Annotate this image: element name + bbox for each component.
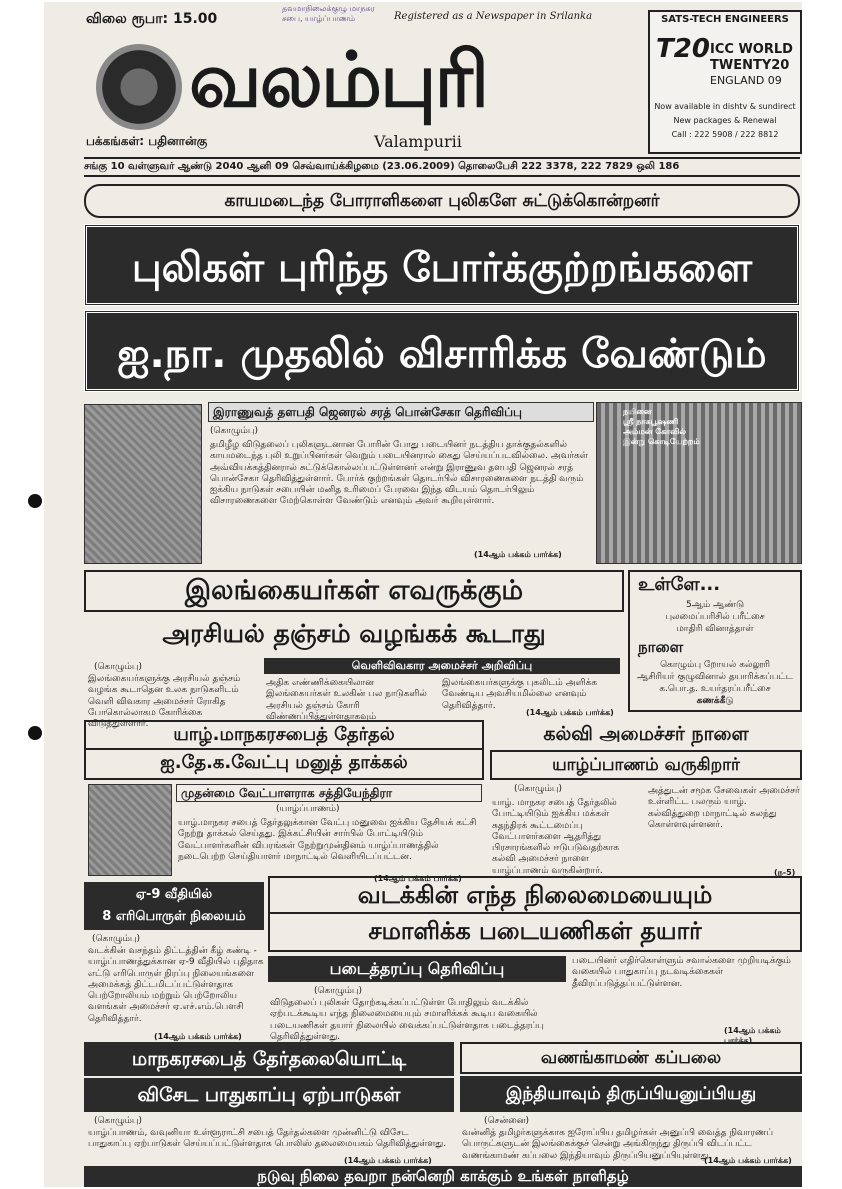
story5-headline xyxy=(84,882,264,930)
story2-headline-2: அரசியல் தஞ்சம் வழங்கக் கூடாது xyxy=(162,619,546,648)
price: விலை ரூபா: 15.00 xyxy=(86,11,218,27)
story5-headline-1: ஏ-9 வீதியில் xyxy=(135,887,213,902)
story5-body: வடக்கின் வசந்தம் திட்டத்தின் கீழ் கண்டி - யாழ்ப்பாணத்துக்கான ஏ-9 வீதியில் புதிதாக எட்டு எரிபொருள் நிரப்பு நிலையங்களை அமைக்கத் திட்டமிடப்பட்டுள்ளதாக பெற்றோலியம் மற்றும் பெற்றோலிய வளங்கள் அமைச்சர் ஏ.எச்.எம்.பௌசி தெரிவித்தார். xyxy=(88,946,264,1024)
story6-subheadline: படைத்தரப்பு தெரிவிப்பு xyxy=(268,956,566,982)
newspaper-title: வலம்புரி xyxy=(189,35,488,124)
story3-jump: (14ஆம் பக்கம் பார்க்க) xyxy=(374,874,462,883)
ad-line4: Now available in dishtv & sundirect xyxy=(654,102,796,111)
ad-line5: New packages & Renewal xyxy=(673,116,777,125)
story2-body-left: இலங்கையர்களுக்கு அரசியல் தஞ்சம் வழங்க கூடாதென உலக நாடுகளிடம் வெளி விவகார அமைச்சர் ரோகித போகொல்லாகம கோரிக்கை விடுத்துள்ளார். xyxy=(88,674,241,729)
conch-logo xyxy=(96,44,182,130)
candidate-photo xyxy=(88,784,172,876)
temple-caption-3: அம்மன் கோவில் xyxy=(623,427,687,436)
story5-dateline: (கொழும்பு) xyxy=(92,934,141,944)
story2-body-right: இலங்கையர்களுக்கு புகலிடம் அளிக்க வேண்டிய அவசியமில்லை எனவும் தெரிவித்தார். xyxy=(442,678,598,711)
inside-item-3: மாதிரி வினாத்தாள் xyxy=(676,624,754,634)
story7-dateline: (கொழும்பு) xyxy=(94,1116,143,1126)
newspaper-title-english: Valampurii xyxy=(374,132,462,151)
story4-headline-1: கல்வி அமைச்சர் நாளை xyxy=(543,723,749,745)
story2-subheadline: வெளிவிவகார அமைச்சர் அறிவிப்பு xyxy=(264,658,620,674)
story4-jump: (ந-5) xyxy=(774,868,796,877)
story4-body-2: அத்துடன் சமூக சேவைகள் அமைச்சர் உள்ளிட்ட பலரும் யாழ். கல்வித்துறை மாநாட்டில் கலந்து கொள்ளவுள்ளனர். xyxy=(648,786,800,830)
story7-body: யாழ்ப்பாணம், வவுனியா உள்ளூராட்சி சபைத் தேர்தல்களை முன்னிட்டு விசேட பாதுகாப்பு ஏற்பாடுகள் செய்யப்பட்டுள்ளதாக பொலிஸ் தலைமையகம் தெரிவித்துள்ளது. xyxy=(88,1128,447,1150)
lead-headline-1: புலிகள் புரிந்த போர்க்குற்றங்களை xyxy=(84,224,800,306)
story2-jump: (14ஆம் பக்கம் பார்க்க) xyxy=(526,708,614,717)
inside-item-1: 5ஆம் ஆண்டு xyxy=(685,600,745,610)
story2-headline-1: இலங்கையர்கள் எவருக்கும் xyxy=(84,570,624,612)
story8-jump: (14ஆம் பக்கம் பார்க்க) xyxy=(704,1156,792,1165)
tomorrow-line-3: க.பொ.த. உயர்தரப்பரீட்சை xyxy=(659,684,771,694)
dateline: சங்கு 10 வள்ளுவர் ஆண்டு 2040 ஆனி 09 செவ்வாய்க்கிழமை (23.06.2009) தொலைபேசி 222 3378, 222 7829 ஒலி 186 xyxy=(84,157,800,177)
story7-headline-1: மாநகரசபைத் தேர்தலையொட்டி xyxy=(84,1042,454,1076)
ad-line2: TWENTY20 xyxy=(710,58,790,73)
tomorrow-title: நாளை xyxy=(638,638,684,656)
ad-line3: ENGLAND 09 xyxy=(710,74,782,87)
tomorrow-line-4: கணக்கீடு xyxy=(696,696,734,706)
registered-note: Registered as a Newspaper in Srilanka xyxy=(394,11,593,22)
story6-dateline: (கொழும்பு) xyxy=(314,986,363,996)
general-photo xyxy=(84,404,202,564)
inside-box xyxy=(628,570,802,712)
lead-jump: (14ஆம் பக்கம் பார்க்க) xyxy=(474,550,562,559)
ad-header: SATS-TECH ENGINEERS xyxy=(661,14,789,25)
inside-item-2: புலமைப்பரிசில் பரீட்சை xyxy=(665,612,765,622)
story8-body: வன்னித் தமிழர்களுக்காக ஐரோப்பிய தமிழர்கள் அனுப்பி வைத்த நிவாரணப் பொருட்களுடன் இலங்கைக்குச் சென்று அங்கிருந்து திருப்பி விடப்பட்ட வணங்காமண் கப்பலை இந்தியாவும் திருப்பியனுப்பியுள்ளது. xyxy=(462,1128,774,1161)
ad-line1: ICC WORLD xyxy=(710,42,793,57)
story6-headline-2: சமாளிக்க படையணிகள் தயார் xyxy=(268,914,802,952)
story3-headline-2: ஐ.தே.க.வேட்பு மனுத் தாக்கல் xyxy=(84,750,484,780)
ad-line6: Call : 222 5908 / 222 8812 xyxy=(671,130,779,139)
temple-photo xyxy=(596,402,802,564)
story5-jump: (14ஆம் பக்கம் பார்க்க) xyxy=(154,1032,242,1041)
lead-body: தமிழீழ விடுதலைப் புலிகளுடனான போரின் போது படையினர் நடத்திய தாக்குதல்களில் காயமடைந்த புலி உறுப்பினர்கள் வெறும் படையினரால் கைது செய்யப்படவில்லை. அவர்கள் அவ்வியக்கத்தினரால் சுட்டுக்கொல்லப்பட்டுள்ளனர் என்று இராணுவ தளபதி ஜெனரல் சரத் பொன்சேகா தெரிவித்துள்ளார். போர்க் குற்றங்கள் தொடர்பில் விசாரணைகளை நடத்தி வரும் ஐக்கிய நாடுகள் சபையின் மனித உரிமைப் பேரவை இந்த விடயம் தொடர்பிலும் விசாரணைகளை மேற்கொள்ள வேண்டும் எனவும் அவர் கூறியுள்ளார். xyxy=(210,440,588,507)
newspaper-page xyxy=(44,2,802,1187)
story3-subheadline: முதன்மை வேட்பாளராக சத்தியேந்திரா xyxy=(176,784,482,802)
tomorrow-line-2: ஆசிரியர் குழுவினால் தயாரிக்கப்பட்ட xyxy=(637,672,793,682)
story3-body: யாழ்.மாநகர சபைத் தேர்தலுக்கான வேட்பு மனுவை ஐக்கிய தேசியக் கட்சி நேற்று தாக்கல் செய்தது. இக்கட்சியின் சார்பில் போட்டியிடும் வேட்பாளர்களின் விபரங்கள் நேற்றுமுன்தினம் யாழ்ப்பாணத்தில் நடைபெற்ற செய்தியாளர் மாநாட்டில் வெளியிடப்பட்டன. xyxy=(178,818,477,862)
temple-caption-4: இன்று கொடியேற்றம் xyxy=(623,437,700,446)
story3-dateline: (யாழ்ப்பாணம்) xyxy=(276,804,340,814)
story8-headline-1: வணங்காமண் கப்பலை xyxy=(460,1042,802,1074)
story4-body: யாழ். மாநகர சபைத் தேர்தலில் போட்டியிடும் ஐக்கிய மக்கள் சுதந்திரக் கூட்டமைப்பு வேட்பாளர்களை ஆதரித்து பிரசாரங்களில் ஈடுபடுவதற்காக கல்வி அமைச்சர் நாளை யாழ்ப்பாணம் வருகின்றார். xyxy=(492,798,620,876)
temple-caption-2: ஸ்ரீ நாகபூஷணி xyxy=(623,417,679,426)
lead-dateline: (கொழும்பு) xyxy=(210,426,259,436)
story2-dateline: (கொழும்பு) xyxy=(94,662,143,672)
story7-jump: (14ஆம் பக்கம் பார்க்க) xyxy=(344,1156,432,1165)
story8-dateline: (சென்னை) xyxy=(484,1116,529,1126)
punch-hole-bottom xyxy=(28,726,42,740)
story6-headline-1: வடக்கின் எந்த நிலைமையையும் xyxy=(268,876,802,914)
footer-slogan: நடுவு நிலை தவறா நன்னெறி காக்கும் உங்கள் நாளிதழ் xyxy=(84,1166,802,1187)
story6-body-2: படையினர் எதிர்கொள்ளும் சவால்களை முறியடிக்கும் வகையில் பாதுகாப்பு நடவடிக்கைகள் தீவிரப்படுத்தப்பட்டுள்ளன. xyxy=(572,956,791,989)
inside-title: உள்ளே... xyxy=(638,574,721,595)
story6-body: விடுதலைப் புலிகள் தோற்கடிக்கப்பட்டுள்ள போதிலும் வடக்கில் ஏற்படக்கூடிய எந்த நிலைமையையும் சமாளிக்கக் கூடிய வகையில் படையணிகள் தயார் நிலையில் வைக்கப்பட்டுள்ளதாக படைத்தரப்பு தெரிவித்துள்ளது. xyxy=(270,998,544,1042)
t20-logo: T20 xyxy=(656,34,710,64)
lead-kicker: காயமடைந்த போராளிகளை புலிகளே சுட்டுக்கொன்றனர் xyxy=(84,184,800,218)
punch-hole-top xyxy=(28,494,42,508)
story7-headline-2: விசேட பாதுகாப்பு ஏற்பாடுகள் xyxy=(84,1078,454,1112)
story3-headline-1: யாழ்.மாநகரசபைத் தேர்தல் xyxy=(84,720,484,750)
temple-caption-1: நயினை xyxy=(623,407,652,416)
story8-headline-2: இந்தியாவும் திருப்பியனுப்பியது xyxy=(460,1076,802,1112)
tomorrow-line-1: கொழும்பு றோயல் கல்லூரி xyxy=(660,660,770,670)
stamp: தவமாநிலைக்குழு மாநகர சபை, யாழ்ப்பாணம் xyxy=(282,4,375,23)
story6-jump: (14ஆம் பக்கம் பார்க்க) xyxy=(724,1026,781,1045)
story4-dateline: (கொழும்பு) xyxy=(514,784,563,794)
story2-body-mid: அதிக எண்ணிக்கையிலான இலங்கையர்கள் உலகின் பல நாடுகளில் அரசியல் தஞ்சம் கோரி விண்ணப்பித்துள்ளதாகவும் xyxy=(266,678,427,722)
lead-subheadline: இராணுவத் தளபதி ஜெனரல் சரத் பொன்சேகா தெரிவிப்பு xyxy=(208,402,594,422)
story5-headline-2: 8 எரிபொருள் நிலையம் xyxy=(102,909,246,924)
ad-box xyxy=(648,10,802,154)
page-count: பக்கங்கள்: பதினான்கு xyxy=(86,134,208,148)
lead-headline-2: ஐ.நா. முதலில் விசாரிக்க வேண்டும் xyxy=(84,310,800,392)
story4-headline-2: யாழ்ப்பாணம் வருகிறார் xyxy=(490,750,802,780)
